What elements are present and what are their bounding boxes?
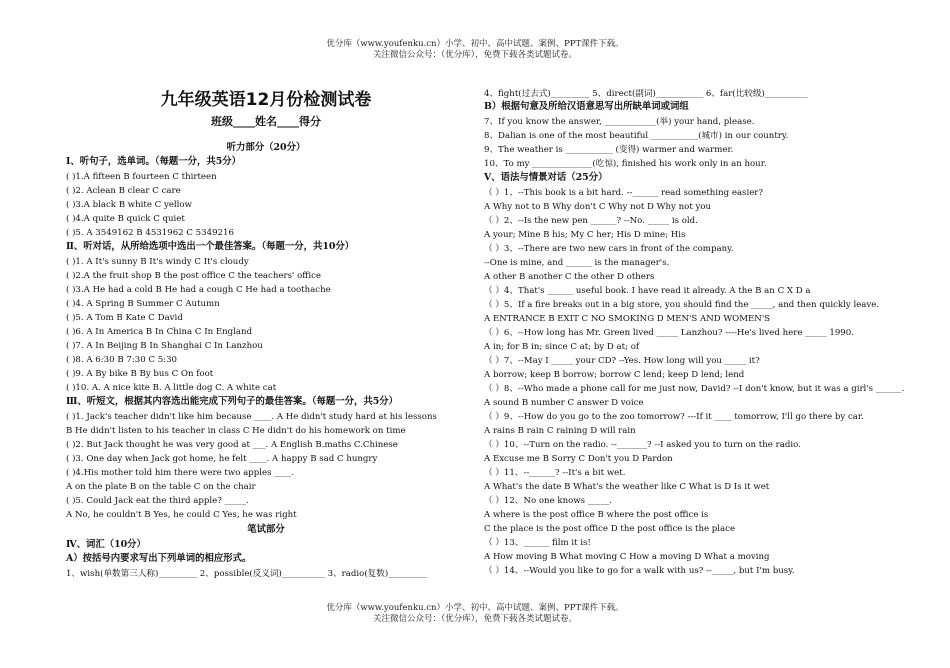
- question-line: （ ）14、--Would you like to go for a walk with us? --_____, but I'm busy.: [484, 566, 795, 576]
- question-line: A sound B number C answer D voice: [484, 398, 644, 408]
- question-line: ( )5. A Tom B Kate C David: [66, 313, 183, 323]
- student-info-line: 班级____姓名____得分: [211, 115, 321, 128]
- header-line-2: 关注微信公众号：（优分库），免费下载各类试题试卷。: [372, 50, 577, 60]
- question-line: （ ）1、--This book is a bit hard. --______ read something easier?: [484, 188, 764, 198]
- question-line: （ ）10、--Turn on the radio. --_______? --I asked you to turn on the radio.: [484, 440, 801, 450]
- part1-heading: Ⅰ、听句子，选单词。（每题一分，共5分）: [66, 156, 241, 167]
- partA-heading: A）按括号内要求写出下列单词的相应形式。: [66, 553, 252, 564]
- part3-heading: Ⅲ、听短文，根据其内容选出能完成下列句子的最佳答案。（每题一分，共5分）: [66, 396, 398, 407]
- question-line: A ENTRANCE B EXIT C NO SMOKING D MEN'S AND WOMEN'S: [484, 314, 771, 324]
- question-line: A on the plate B on the table C on the chair: [66, 482, 256, 492]
- question-line: A What's the date B What's the weather like C What is D Is it wet: [484, 482, 770, 492]
- question-line: ( )2.A the fruit shop B the post office C the teachers' office: [66, 271, 322, 281]
- question-line: （ ）5、If a fire breaks out in a big store, you should find the _____, and then quickly leave.: [484, 300, 880, 310]
- part2-heading: Ⅱ、听对话，从所给选项中选出一个最佳答案。（每题一分，共10分）: [66, 241, 355, 252]
- question-line: （ ）11、--______? --It's a bit wet.: [484, 468, 626, 478]
- exam-title: 九年级英语12月份检测试卷: [160, 90, 372, 110]
- question-line: C the place is the post office D the post office is the place: [484, 524, 736, 534]
- page-header: [0, 39, 950, 61]
- question-line: A How moving B What moving C How a moving D What a moving: [484, 552, 770, 562]
- question-line: （ ）6、--How long has Mr. Green lived _____ Lanzhou? ----He's lived here _____ 1990.: [484, 328, 854, 338]
- header-line-1: 优分库（www.youfenku.cn）小学、初中、高中试题、案例、PPT课件下载。: [326, 39, 624, 49]
- question-line: （ ）13、______ film it is!: [484, 538, 591, 548]
- question-line: ( )10. A. A nice kite B. A little dog C. A white cat: [66, 383, 277, 393]
- question-line: ( )4.His mother told him there were two apples ____.: [66, 468, 295, 478]
- question-line: ( )4.A quite B quick C quiet: [66, 214, 185, 224]
- question-line: ( )1. Jack's teacher didn't like him because ____. A He didn't study hard at his lessons: [66, 412, 437, 422]
- partB-heading: B）根据句意及所给汉语意思写出所缺单词或词组: [484, 101, 689, 112]
- question-line: A borrow; keep B borrow; borrow C lend; keep D lend; lend: [484, 370, 745, 380]
- question-line: A rains B rain C raining D will rain: [484, 426, 636, 436]
- question-line: A No, he couldn't B Yes, he could C Yes, he was right: [66, 510, 297, 520]
- part5-heading: Ⅴ、语法与情景对话（25分）: [484, 172, 608, 183]
- question-line: ( )3.A black B white C yellow: [66, 200, 192, 210]
- question-line: （ ）3、--There are two new cars in front of the company.: [484, 244, 734, 254]
- part4-heading: Ⅳ、词汇（10分）: [66, 539, 146, 550]
- question-line: ( )1.A fifteen B fourteen C thirteen: [66, 172, 217, 182]
- question-line: ( )3.A He had a cold B He had a cough C He had a toothache: [66, 285, 331, 295]
- question-line: ( )6. A In America B In China C In England: [66, 327, 253, 337]
- question-line: A other B another C the other D others: [484, 272, 655, 282]
- footer-line-2: 关注微信公众号：（优分库），免费下载各类试题试卷。: [372, 614, 577, 624]
- question-line: A in; for B in; since C at; by D at; of: [484, 342, 640, 352]
- question-line: 7、If you know the answer, ____________(举) your hand, please.: [484, 117, 755, 127]
- listening-heading: 听力部分（20分）: [226, 142, 306, 153]
- question-line: ( )3. One day when Jack got home, he felt ____. A happy B sad C hungry: [66, 454, 378, 464]
- question-line: A your; Mine B his; My C her; His D mine; His: [484, 230, 686, 240]
- question-line: （ ）7、--May I _____ your CD? --Yes. How long will you _____ it?: [484, 356, 760, 366]
- question-line: ( )7. A In Beijing B In Shanghai C In Lanzhou: [66, 341, 263, 351]
- question-line: B He didn't listen to his teacher in class C He didn't do his homework on time: [66, 426, 406, 436]
- question-line: ( )1. A It's sunny B It's windy C It's cloudy: [66, 257, 249, 267]
- question-line: ( )5. A 3549162 B 4531962 C 5349216: [66, 228, 234, 238]
- question-line: （ ）2、--Is the new pen ______? --No. _____ is old.: [484, 216, 698, 226]
- question-line: ( )4. A Spring B Summer C Autumn: [66, 299, 220, 309]
- question-line: 8、Dalian is one of the most beautiful ___________(城市) in our country.: [484, 131, 789, 141]
- question-line: A Excuse me B Sorry C Don't you D Pardon: [484, 454, 673, 464]
- question-line: 1、wish(单数第三人称)_________ 2、possible(反义词)__________ 3、radio(复数)_________: [66, 569, 427, 579]
- footer-line-1: 优分库（www.youfenku.cn）小学、初中、高中试题、案例、PPT课件下载。: [326, 603, 624, 613]
- question-line: ( )5. Could Jack eat the third apple? _____.: [66, 496, 249, 506]
- question-line: （ ）12、No one knows _____.: [484, 496, 613, 506]
- question-line: ( )2. But Jack thought he was very good at ___. A English B.maths C.Chinese: [66, 440, 398, 450]
- question-line: ( )2. Aclean B clear C care: [66, 186, 181, 196]
- question-line: --One is mine, and ______ is the manager's.: [484, 258, 670, 268]
- question-line: ( )9. A By bike B By bus C On foot: [66, 369, 214, 379]
- page-footer: [0, 603, 950, 625]
- question-line: （ ）9、--How do you go to the zoo tomorrow? ---If it ____ tomorrow, I'll go there by car.: [484, 412, 864, 422]
- written-heading: 笔试部分: [247, 524, 285, 535]
- question-line: （ ）4、That's ______ useful book. I have read it already. A the B an C X D a: [484, 286, 811, 296]
- question-line: A Why not to B Why don't C Why not D Why not you: [484, 202, 712, 212]
- question-line: ( )8. A 6:30 B 7:30 C 5:30: [66, 355, 178, 365]
- question-line: （ ）8、--Who made a phone call for me just now, David? --I don't know, but it was a girl's ______.: [484, 384, 905, 394]
- question-line: A where is the post office B where the post office is: [484, 510, 709, 520]
- question-line: 4、fight(过去式)_________ 5、direct(副词)___________ 6、far(比较级)__________: [484, 89, 808, 99]
- question-line: 10、To my ______________(吃惊), finished his work only in an hour.: [484, 159, 767, 169]
- question-line: 9、The weather is ___________ (变得) warmer and warmer.: [484, 145, 734, 155]
